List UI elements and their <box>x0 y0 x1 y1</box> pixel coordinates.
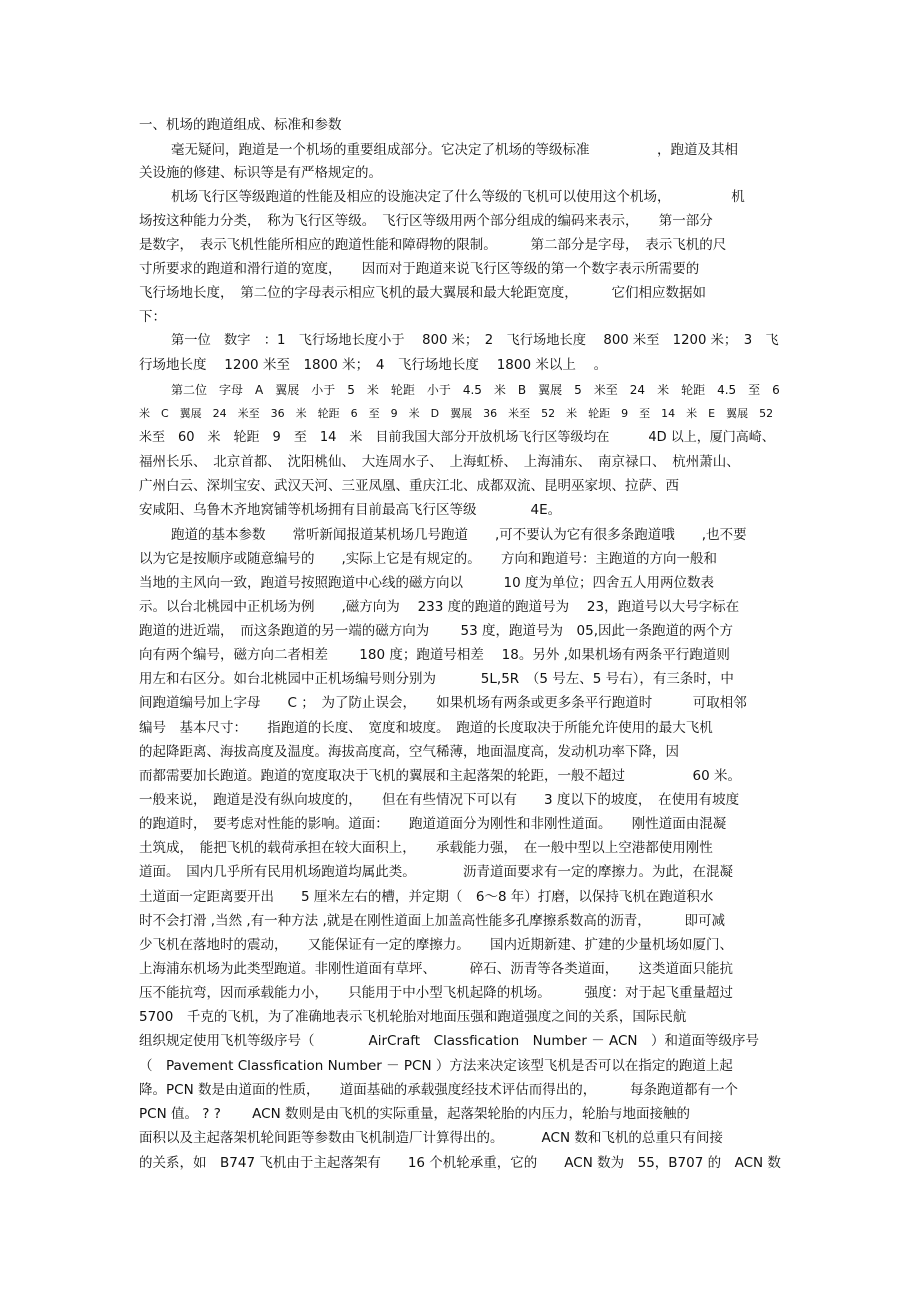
text-line: 上海浦东机场为此类型跑道。非刚性道面有草坪、 碎石、沥青等各类道面， 这类道面只能抗 <box>139 961 733 977</box>
text-line: 道面。 国内几乎所有民用机场跑道均属此类。 沥青道面要求有一定的摩擦力。为此，在混凝 <box>139 864 733 880</box>
text-line: 的跑道时， 要考虑对性能的影响。道面： 跑道道面分为刚性和非刚性道面。 刚性道面由混凝 <box>139 816 727 832</box>
text-line: 用左和右区分。如台北桃园中正机场编号则分别为 5L,5R （5 号左、5 号右），有三条时，中 <box>139 671 734 687</box>
text-line: PCN 值。 ? ? ACN 数则是由飞机的实际重量，起落架轮胎的内压力，轮胎与地面接触的 <box>139 1106 690 1122</box>
text-line: 行场地长度 1200 米至 1800 米； 4 飞行场地长度 1800 米以上 。 <box>139 357 608 373</box>
text-line: 示。以台北桃园中正机场为例 ,磁方向为 233 度的跑道的跑道号为 23，跑道号以大号字标在 <box>139 599 740 615</box>
text-line: 飞行场地长度， 第二位的字母表示相应飞机的最大翼展和最大轮距宽度， 它们相应数据如 <box>139 285 706 301</box>
text-line: （ Pavement Classfication Number － PCN ）方法来决定该型飞机是否可以在指定的跑道上起 <box>139 1058 733 1074</box>
text-line: 少飞机在落地时的震动， 又能保证有一定的摩擦力。 国内近期新建、扩建的少量机场如厦门、 <box>139 937 733 953</box>
text-line: 跑道的进近端， 而这条跑道的另一端的磁方向为 53 度，跑道号为 05,因此一条跑道的两个方 <box>139 623 733 639</box>
text-line: 的关系，如 B747 飞机由于主起落架有 16 个机轮承重，它的 ACN 数为 55，B707 的 ACN 数 <box>139 1155 781 1171</box>
text-line: 第二位 字母 A 翼展 小于 5 米 轮距 小于 4.5 米 B 翼展 5 米至 24 米 轮距 4.5 至 6 <box>171 383 780 397</box>
text-line: 毫无疑问，跑道是一个机场的重要组成部分。它决定了机场的等级标准 ，跑道及其相 <box>171 142 738 158</box>
text-line: 土道面一定距离要开出 5 厘米左右的槽，并定期（ 6～8 年）打磨，以保持飞机在跑道积水 <box>139 889 714 905</box>
text-line: 以为它是按顺序或随意编号的 ,实际上它是有规定的。 方向和跑道号：主跑道的方向一般和 <box>139 551 718 567</box>
text-line: 面积以及主起落架机轮间距等参数由飞机制造厂计算得出的。 ACN 数和飞机的总重只有间接 <box>139 1130 723 1146</box>
text-line: 是数字， 表示飞机性能所相应的跑道性能和障碍物的限制。 第二部分是字母， 表示飞机的尺 <box>139 237 727 253</box>
text-line: 当地的主风向一致，跑道号按照跑道中心线的磁方向以 10 度为单位；四舍五人用两位数表 <box>139 575 714 591</box>
text-line: 间跑道编号加上字母 C ； 为了防止误会， 如果机场有两条或更多条平行跑道时 可取相邻 <box>139 695 747 711</box>
text-line: 关设施的修建、标识等是有严格规定的。 <box>139 165 382 181</box>
text-line: 组织规定使用飞机等级序号（ AirCraft Classfication Number － ACN ）和道面等级序号 <box>139 1033 760 1049</box>
text-line: 的起降距离、海拔高度及温度。海拔高度高，空气稀薄，地面温度高，发动机功率下降，因 <box>139 744 679 760</box>
text-line: 土筑成， 能把飞机的载荷承担在较大面积上， 承载能力强， 在一般中型以上空港都使用刚性 <box>139 840 713 856</box>
text-line: 机场飞行区等级跑道的性能及相应的设施决定了什么等级的飞机可以使用这个机场， 机 <box>171 189 745 205</box>
text-line: 5700 千克的飞机，为了准确地表示飞机轮胎对地面压强和跑道强度之间的关系，国际民航 <box>139 1009 687 1025</box>
section-heading: 一、机场的跑道组成、标准和参数 <box>139 117 342 133</box>
text-line: 寸所要求的跑道和滑行道的宽度， 因而对于跑道来说飞行区等级的第一个数字表示所需要的 <box>139 261 700 277</box>
text-line: 场按这种能力分类， 称为飞行区等级。 飞行区等级用两个部分组成的编码来表示， 第一部分 <box>139 213 713 229</box>
text-line: 一般来说， 跑道是没有纵向坡度的， 但在有些情况下可以有 3 度以下的坡度， 在使用有坡度 <box>139 792 740 808</box>
text-line: 第一位 数字 ：1 飞行场地长度小于 800 米； 2 飞行场地长度 800 米至 1200 米； 3 飞 <box>171 333 779 348</box>
text-line: 米 C 翼展 24 米至 36 米 轮距 6 至 9 米 D 翼展 36 米至 52 米 轮距 9 至 14 米 E 翼展 52 <box>139 407 774 420</box>
text-line: 福州长乐、 北京首都、 沈阳桃仙、 大连周水子、 上海虹桥、 上海浦东、 南京禄口、 杭州萧山、 <box>139 454 740 470</box>
text-line: 米至 60 米 轮距 9 至 14 米 目前我国大部分开放机场飞行区等级均在 4D 以上，厦门高崎、 <box>139 430 775 445</box>
text-line: 广州白云、深圳宝安、武汉天河、三亚凤凰、重庆江北、成都双流、昆明巫家坝、拉萨、西 <box>139 478 679 494</box>
text-line: 跑道的基本参数 常听新闻报道某机场几号跑道 ,可不要认为它有很多条跑道哦 ,也不要 <box>171 527 747 543</box>
text-line: 编号 基本尺寸： 指跑道的长度、 宽度和坡度。 跑道的长度取决于所能允许使用的最大飞机 <box>139 720 713 736</box>
text-line: 下： <box>139 309 166 325</box>
text-line: 安咸阳、乌鲁木齐地窝铺等机场拥有目前最高飞行区等级 4E。 <box>139 502 562 518</box>
text-line: 压不能抗弯，因而承载能力小， 只能用于中小型飞机起降的机场。 强度：对于起飞重量超过 <box>139 985 733 1001</box>
text-line: 时不会打滑 ,当然 ,有一种方法 ,就是在刚性道面上加盖高性能多孔摩擦系数高的沥青， 即可减 <box>139 913 725 929</box>
text-line: 降。PCN 数是由道面的性质， 道面基础的承载强度经技术评估而得出的， 每条跑道都有一个 <box>139 1082 738 1098</box>
text-line: 向有两个编号，磁方向二者相差 180 度；跑道号相差 18。另外 ,如果机场有两条平行跑道则 <box>139 647 730 663</box>
text-line: 而都需要加长跑道。跑道的宽度取决于飞机的翼展和主起落架的轮距，一般不超过 60 米。 <box>139 768 741 784</box>
